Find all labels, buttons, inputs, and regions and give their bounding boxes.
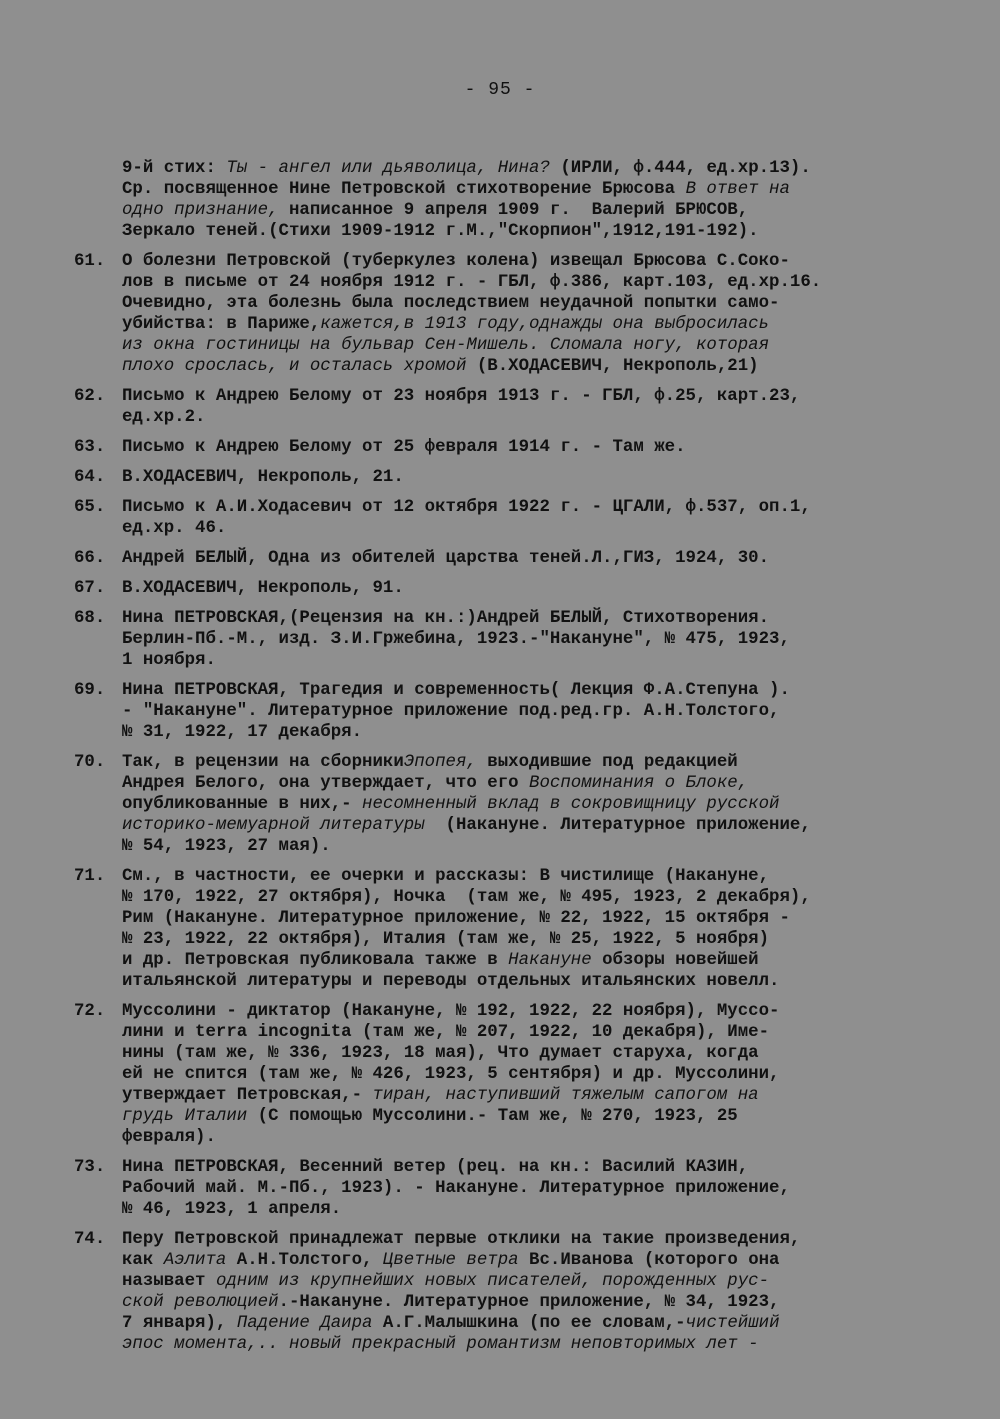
text-segment: лов в письме от 24 ноября 1912 г. - ГБЛ, ф.386, карт.103, ед.хр.16. <box>122 273 822 292</box>
italic-text: Воспоминания о Блоке, <box>529 774 749 793</box>
italic-text: одним из крупнейших новых писателей, порожденных рус- <box>215 1272 770 1291</box>
text-segment: Зеркало теней.(Стихи 1909-1912 г.М.,"Скорпион",1912,191-192). <box>122 222 759 241</box>
italic-text: одно признание, <box>122 201 279 220</box>
text-line <box>122 548 944 569</box>
italic-text: историко-мемуарной литературы <box>122 816 425 835</box>
footnote-number: 63. <box>74 438 106 457</box>
text-segment: (ИРЛИ, ф.444, ед.хр.13). <box>549 159 811 178</box>
text-line <box>122 1157 944 1178</box>
footnote-number: 65. <box>74 498 106 517</box>
text-segment: нины (там же, № 336, 1923, 18 мая), Что думает старуха, когда <box>122 1044 759 1063</box>
text-line <box>122 497 944 518</box>
text-line <box>122 629 944 650</box>
text-segment: Нина ПЕТРОВСКАЯ, Весенний ветер (рец. на кн.: Василий КАЗИН, <box>122 1158 749 1177</box>
footnote-number: 61. <box>74 252 106 271</box>
text-segment: Письмо к Андрею Белому от 25 февраля 1914 г. - Там же. <box>122 438 686 457</box>
footnote-number: 72. <box>74 1002 106 1021</box>
text-segment: итальянской литературы и переводы отдельных итальянских новелл. <box>122 972 780 991</box>
text-line <box>122 272 944 293</box>
text-segment: лини и terra incognita (там же, № 207, 1922, 10 декабря), Име- <box>122 1023 770 1042</box>
text-segment: и др. Петровская публиковала также в <box>122 951 509 970</box>
notes-list <box>74 251 944 1355</box>
text-segment: Очевидно, эта болезнь была последствием неудачной попытки само- <box>122 294 780 313</box>
italic-text: ской революцией <box>122 1293 279 1312</box>
italic-text: В ответ на <box>685 180 790 199</box>
text-segment: Ср. посвященное Нине Петровской стихотворение Брюсова <box>122 180 686 199</box>
footnote <box>74 1229 944 1355</box>
italic-text: грудь Италии <box>122 1107 248 1126</box>
footnote <box>74 437 944 458</box>
text-line <box>122 1085 944 1106</box>
text-line <box>122 407 944 428</box>
text-segment: Андрея Белого, она утверждает, что его <box>122 774 530 793</box>
text-line <box>122 971 944 992</box>
text-segment: Берлин-Пб.-М., изд. З.И.Гржебина, 1923.-"Накануне", № 475, 1923, <box>122 630 790 649</box>
page-number: - 95 - <box>464 80 536 100</box>
italic-text: тиран, наступивший тяжелым сапогом на <box>372 1086 759 1105</box>
text-segment: - "Накануне". Литературное приложение под.ред.гр. А.Н.Толстого, <box>122 702 780 721</box>
text-line <box>122 1199 944 1220</box>
text-line <box>122 251 944 272</box>
text-segment: 1 ноября. <box>122 651 216 670</box>
text-segment: Так, в рецензии на сборники <box>122 753 404 772</box>
continued-note <box>74 158 944 242</box>
text-line <box>122 608 944 629</box>
italic-text: кажется,в 1913 году,однажды она выбросилась <box>320 315 770 334</box>
footnote <box>74 1157 944 1220</box>
text-segment: А.Н.Толстого, <box>226 1251 383 1270</box>
text-segment: обзоры новейшей <box>591 951 759 970</box>
text-line <box>122 1001 944 1022</box>
text-segment: опубликованные в них,- <box>122 795 363 814</box>
text-segment: Нина ПЕТРОВСКАЯ, Трагедия и современность( Лекция Ф.А.Степуна ). <box>122 681 790 700</box>
footnote <box>74 866 944 992</box>
text-line <box>122 1043 944 1064</box>
text-line <box>122 794 944 815</box>
text-line <box>122 1064 944 1085</box>
text-line <box>122 866 944 887</box>
text-segment: Муссолини - диктатор (Накануне, № 192, 1922, 22 ноября), Муссо- <box>122 1002 780 1021</box>
footnote-number: 68. <box>74 609 106 628</box>
text-line <box>122 356 944 377</box>
text-line <box>122 1334 944 1355</box>
text-segment: ей не спится (там же, № 426, 1923, 5 сентября) и др. Муссолини, <box>122 1065 780 1084</box>
text-segment: Письмо к А.И.Ходасевич от 12 октября 1922 г. - ЦГАЛИ, ф.537, оп.1, <box>122 498 811 517</box>
text-line <box>122 929 944 950</box>
text-segment: написанное 9 апреля 1909 г. Валерий БРЮСОВ, <box>278 201 749 220</box>
text-segment: Перу Петровской принадлежат первые отклики на такие произведения, <box>122 1230 801 1249</box>
text-segment: В.ХОДАСЕВИЧ, Некрополь, 91. <box>122 579 404 598</box>
text-segment: (Накануне. Литературное приложение, <box>424 816 811 835</box>
italic-text: эпос момента,.. новый прекрасный романтизм неповторимых лет - <box>122 1335 759 1354</box>
text-line <box>122 179 944 200</box>
text-segment: ед.хр. 46. <box>122 519 227 538</box>
text-line <box>122 467 944 488</box>
text-segment: № 46, 1923, 1 апреля. <box>122 1200 342 1219</box>
text-line <box>122 1229 944 1250</box>
text-segment: № 54, 1923, 27 мая). <box>122 837 331 856</box>
text-segment: Вс.Иванова (которого она <box>518 1251 780 1270</box>
text-segment: (В.ХОДАСЕВИЧ, Некрополь,21) <box>466 357 759 376</box>
italic-text: Эпопея, <box>403 753 477 772</box>
footnote-number: 66. <box>74 549 106 568</box>
footnote <box>74 251 944 377</box>
text-line <box>122 1271 944 1292</box>
footnote-number: 69. <box>74 681 106 700</box>
text-line <box>122 221 944 242</box>
footnote-number: 73. <box>74 1158 106 1177</box>
text-segment: Письмо к Андрею Белому от 23 ноября 1913 г. - ГБЛ, ф.25, карт.23, <box>122 387 801 406</box>
text-line <box>122 293 944 314</box>
text-line <box>122 950 944 971</box>
text-segment: утверждает Петровская,- <box>122 1086 373 1105</box>
text-segment: ед.хр.2. <box>122 408 206 427</box>
text-line <box>122 836 944 857</box>
text-line <box>122 518 944 539</box>
text-segment: № 23, 1922, 22 октября), Италия (там же, № 25, 1922, 5 ноября) <box>122 930 770 949</box>
footnote-number: 74. <box>74 1230 106 1249</box>
text-line <box>122 680 944 701</box>
text-segment: № 170, 1922, 27 октября), Ночка (там же, № 495, 1923, 2 декабря), <box>122 888 811 907</box>
text-line <box>122 335 944 356</box>
footnote-number: 70. <box>74 753 106 772</box>
text-line <box>122 722 944 743</box>
italic-text: Цветные ветра <box>382 1251 519 1270</box>
text-line <box>122 773 944 794</box>
text-segment: .-Накануне. Литературное приложение, № 34, 1923, <box>278 1293 780 1312</box>
text-line <box>122 1022 944 1043</box>
text-segment: выходившие под редакцией <box>476 753 738 772</box>
text-line <box>122 1313 944 1334</box>
text-segment: называет <box>122 1272 216 1291</box>
italic-text: Ты - ангел или дьяволица, Нина? <box>226 159 550 178</box>
text-segment: Рим (Накануне. Литературное приложение, № 22, 1922, 15 октября - <box>122 909 790 928</box>
text-segment: См., в частности, ее очерки и рассказы: В чистилище (Накануне, <box>122 867 770 886</box>
footnote <box>74 680 944 743</box>
text-segment: О болезни Петровской (туберкулез колена) извещал Брюсова С.Соко- <box>122 252 790 271</box>
footnote <box>74 386 944 428</box>
text-segment: Рабочий май. М.-Пб., 1923). - Накануне. Литературное приложение, <box>122 1179 790 1198</box>
italic-text: плохо срослась, и осталась хромой <box>122 357 467 376</box>
text-line <box>122 815 944 836</box>
footnote <box>74 1001 944 1148</box>
text-segment: февраля). <box>122 1128 216 1147</box>
text-segment: убийства: в Париже, <box>122 315 321 334</box>
text-line <box>122 1106 944 1127</box>
footnote <box>74 548 944 569</box>
footnote <box>74 467 944 488</box>
text-segment: 7 января), <box>122 1314 237 1333</box>
footnote-number: 62. <box>74 387 106 406</box>
text-segment: 9-й стих: <box>122 159 227 178</box>
text-line <box>122 701 944 722</box>
italic-text: Аэлита <box>163 1251 227 1270</box>
text-line <box>122 314 944 335</box>
text-line <box>122 386 944 407</box>
text-line <box>122 752 944 773</box>
text-line <box>122 887 944 908</box>
text-line <box>122 200 944 221</box>
text-line <box>122 158 944 179</box>
footnote <box>74 578 944 599</box>
footnote-number: 64. <box>74 468 106 487</box>
text-segment: (С помощью Муссолини.- Там же, № 270, 1923, 25 <box>247 1107 738 1126</box>
italic-text: Накануне <box>508 951 592 970</box>
text-line <box>122 650 944 671</box>
text-line <box>122 1292 944 1313</box>
italic-text: Падение Даира <box>236 1314 373 1333</box>
italic-text: чистейший <box>685 1314 780 1333</box>
footnote-number: 67. <box>74 579 106 598</box>
footnote <box>74 752 944 857</box>
text-line <box>122 1250 944 1271</box>
text-segment: № 31, 1922, 17 декабря. <box>122 723 363 742</box>
italic-text: из окна гостиницы на бульвар Сен-Мишель. Сломала ногу, которая <box>122 336 770 355</box>
text-segment: Андрей БЕЛЫЙ, Одна из обителей царства теней.Л.,ГИЗ, 1924, 30. <box>122 549 770 568</box>
text-segment: А.Г.Малышкина (по ее словам,- <box>372 1314 686 1333</box>
footnote-number: 71. <box>74 867 106 886</box>
text-line <box>122 578 944 599</box>
footnotes <box>74 158 944 1355</box>
italic-text: несомненный вклад в сокровищницу русской <box>362 795 780 814</box>
text-line <box>122 908 944 929</box>
text-segment: Нина ПЕТРОВСКАЯ,(Рецензия на кн.:)Андрей БЕЛЫЙ, Стихотворения. <box>122 609 770 628</box>
text-line <box>122 1178 944 1199</box>
footnote <box>74 608 944 671</box>
text-line <box>122 1127 944 1148</box>
text-segment: как <box>122 1251 164 1270</box>
text-line <box>122 437 944 458</box>
footnote <box>74 497 944 539</box>
text-segment: В.ХОДАСЕВИЧ, Некрополь, 21. <box>122 468 404 487</box>
